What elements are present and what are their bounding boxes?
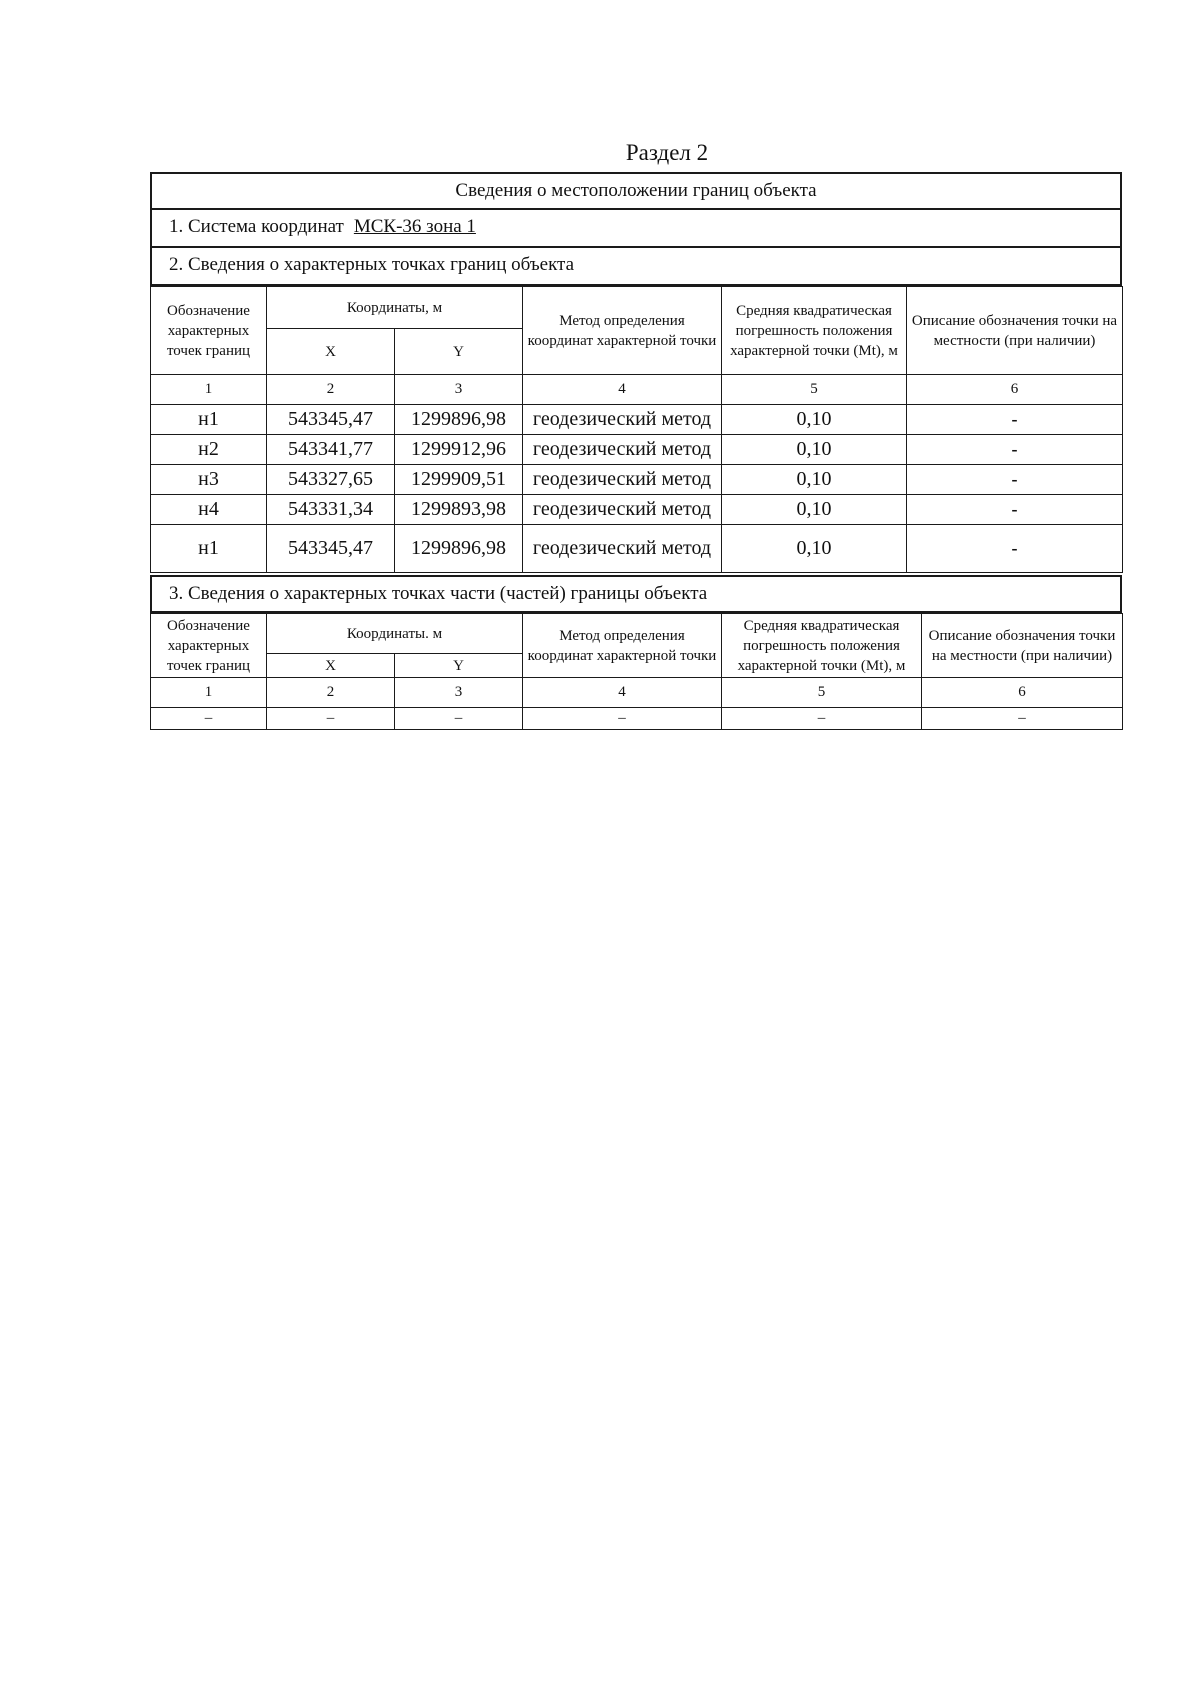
point-x: 543327,65 (267, 465, 395, 495)
points-heading: 2. Сведения о характерных точках границ объекта (169, 254, 575, 275)
empty-cell: – (267, 708, 395, 730)
points-heading-row (150, 248, 1122, 286)
empty-cell: – (722, 708, 922, 730)
point-desc: - (907, 465, 1123, 495)
empty-cell: – (151, 708, 267, 730)
header-coords: Координаты. м (267, 614, 523, 654)
point-mt: 0,10 (722, 525, 907, 573)
col-number: 4 (523, 678, 722, 708)
col-number: 1 (151, 678, 267, 708)
point-method: геодезический метод (523, 435, 722, 465)
parts-heading: 3. Сведения о характерных точках части (частей) границы объекта (169, 583, 708, 604)
table-row (151, 405, 1123, 435)
point-method: геодезический метод (523, 495, 722, 525)
parts-heading-row (150, 575, 1122, 613)
table-row (151, 525, 1123, 573)
table-row (151, 495, 1123, 525)
point-name: н4 (151, 495, 267, 525)
empty-cell: – (395, 708, 523, 730)
header-x: X (267, 654, 395, 678)
empty-cell: – (523, 708, 722, 730)
point-name: н2 (151, 435, 267, 465)
header-accuracy: Средняя квадратическая погрешность положения характерной точки (Mt), м (722, 287, 907, 375)
point-method: геодезический метод (523, 465, 722, 495)
section-heading: Сведения о местоположении границ объекта (455, 180, 817, 201)
boundary-points-table (150, 286, 1123, 573)
point-mt: 0,10 (722, 405, 907, 435)
empty-cell: – (922, 708, 1123, 730)
point-desc: - (907, 405, 1123, 435)
col-number: 5 (722, 678, 922, 708)
point-desc: - (907, 525, 1123, 573)
part-points-table (150, 613, 1123, 730)
header-designation: Обозначение характерных точек границ (151, 287, 267, 375)
point-y: 1299896,98 (395, 405, 523, 435)
col-number: 4 (523, 375, 722, 405)
header-y: Y (395, 654, 523, 678)
point-method: геодезический метод (523, 405, 722, 435)
point-y: 1299912,96 (395, 435, 523, 465)
col-number: 5 (722, 375, 907, 405)
header-designation: Обозначение характерных точек границ (151, 614, 267, 678)
table-row (151, 708, 1123, 730)
point-mt: 0,10 (722, 465, 907, 495)
coord-system-value: МСК-36 зона 1 (353, 216, 476, 237)
coord-system-row (150, 210, 1122, 248)
point-mt: 0,10 (722, 495, 907, 525)
point-name: н1 (151, 525, 267, 573)
point-x: 543345,47 (267, 525, 395, 573)
point-name: н1 (151, 405, 267, 435)
header-accuracy: Средняя квадратическая погрешность положения характерной точки (Mt), м (722, 614, 922, 678)
header-description: Описание обозначения точки на местности (при наличии) (922, 614, 1123, 678)
point-y: 1299896,98 (395, 525, 523, 573)
col-number: 3 (395, 375, 523, 405)
col-number: 3 (395, 678, 523, 708)
coord-system-label: 1. Система координат (169, 216, 344, 237)
col-number: 6 (907, 375, 1123, 405)
header-method: Метод определения координат характерной точки (523, 614, 722, 678)
point-mt: 0,10 (722, 435, 907, 465)
point-desc: - (907, 435, 1123, 465)
point-y: 1299893,98 (395, 495, 523, 525)
point-y: 1299909,51 (395, 465, 523, 495)
page-title: Раздел 2 (625, 140, 709, 165)
point-x: 543341,77 (267, 435, 395, 465)
section-heading-box (150, 172, 1122, 210)
coord-system-line (152, 210, 1120, 244)
col-number: 2 (267, 375, 395, 405)
point-x: 543345,47 (267, 405, 395, 435)
header-method: Метод определения координат характерной точки (523, 287, 722, 375)
col-number: 6 (922, 678, 1123, 708)
header-description: Описание обозначения точки на местности (при наличии) (907, 287, 1123, 375)
header-x: X (267, 329, 395, 375)
table-row (151, 435, 1123, 465)
col-number: 2 (267, 678, 395, 708)
point-desc: - (907, 495, 1123, 525)
point-name: н3 (151, 465, 267, 495)
header-y: Y (395, 329, 523, 375)
point-method: геодезический метод (523, 525, 722, 573)
col-number: 1 (151, 375, 267, 405)
header-coords: Координаты, м (267, 287, 523, 329)
point-x: 543331,34 (267, 495, 395, 525)
table-row (151, 465, 1123, 495)
